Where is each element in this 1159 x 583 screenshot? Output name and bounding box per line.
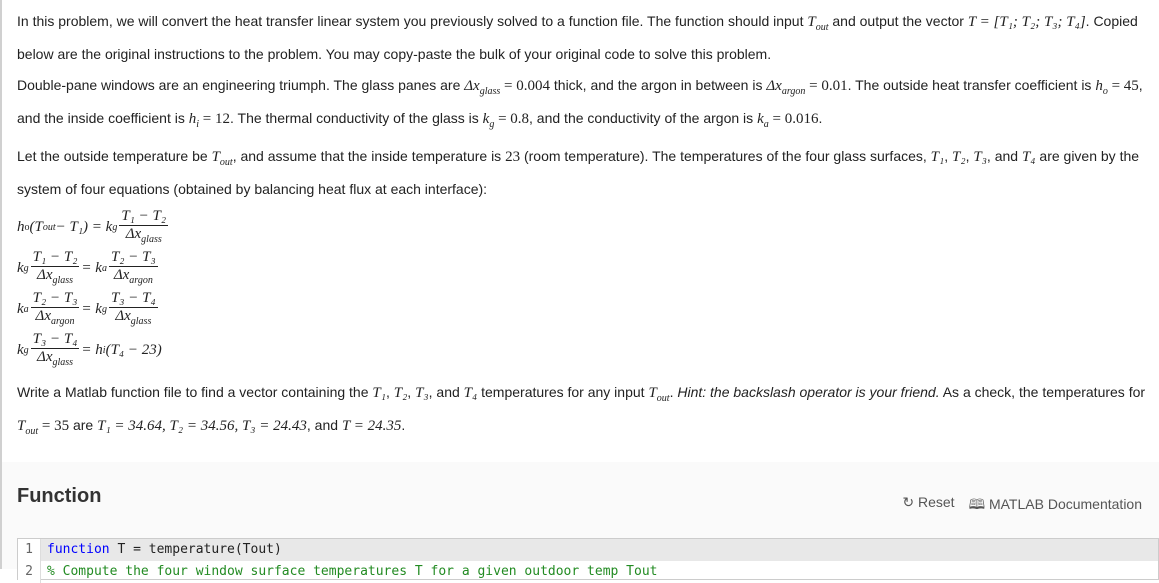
math-expression: = 0.8 (494, 111, 530, 127)
text: are (69, 417, 98, 433)
math-expression: = 35 (38, 418, 70, 434)
text: , and the inside coefficient is (17, 77, 1143, 126)
book-icon: 🕮 (968, 496, 989, 512)
math-expression: T = 24.35 (341, 418, 402, 434)
math-expression: = 0.01 (805, 78, 848, 94)
text: , and the conductivity of the argon is (529, 110, 758, 126)
text: temperatures for any input (477, 384, 649, 400)
text: (room temperature). The temperatures of the four glass surfaces, (520, 148, 931, 164)
text: . (818, 110, 823, 126)
text: , (944, 148, 953, 164)
math-expression: $T_{out}$ (211, 149, 233, 168)
text: and output the vector (828, 13, 968, 29)
math-expression: T₄ (1021, 149, 1036, 165)
text: , (965, 148, 974, 164)
code-comment: % Compute the four window surface temperatures T for a given outdoor temp Tout (47, 564, 658, 579)
text: , (407, 384, 416, 400)
matlab-documentation-link[interactable]: 🕮 MATLAB Documentation (968, 496, 1142, 512)
text: . The thermal conductivity of the glass is (230, 110, 483, 126)
line-number: 1 (18, 539, 41, 561)
math-expression: $T_{out}$ (807, 14, 829, 33)
equation-2: k g $\frac{\text{T₁ − T₂}}{\Delta x_{glass}}$ = k a $\frac{\text{T₂ − T₃}}{\Delta x_{argon}}$ (17, 248, 156, 286)
text: , and (306, 417, 342, 433)
math-expression: $k_g$ (482, 111, 495, 130)
math-expression: T₃ (973, 149, 987, 165)
text: Let the outside temperature be (17, 148, 212, 164)
code-text: T = temperature(Tout) (109, 542, 282, 557)
text: are given by the system of four equations (obtained by balancing heat flux at each interface): (17, 148, 1140, 197)
math-expression: = 45 (1107, 78, 1139, 94)
problem-statement (17, 8, 1152, 450)
math-expression: $T_{out}$ (648, 385, 670, 404)
reset-button[interactable]: ↻ Reset (902, 494, 955, 510)
math-expression: = 0.016 (768, 111, 819, 127)
math-expression: $k_a$ (757, 111, 769, 130)
math-expression: T₂ (952, 149, 966, 165)
text: , and assume that the inside temperature is (232, 148, 506, 164)
text: In this problem, we will convert the heat transfer linear system you previously solved to a function file. The function should input (17, 13, 808, 29)
math-expression: T₂ (393, 385, 408, 401)
equation-1: h o (T out − T₁) = k g $\frac{\text{T₁ − T₂}}{\Delta x_{glass}}$ (17, 207, 167, 245)
reset-icon: ↻ (902, 494, 918, 510)
text: Write a Matlab function file to find a vector containing the (17, 384, 373, 400)
math-expression: = 12 (199, 111, 230, 127)
math-expression: $\Delta x_{glass}$ (464, 78, 501, 97)
text: . (669, 384, 678, 400)
text: , and (986, 148, 1022, 164)
parameters-paragraph (17, 72, 1152, 138)
math-expression: $T_{out}$ (17, 418, 39, 437)
line-number: 2 (18, 561, 41, 583)
text: . (401, 417, 406, 433)
math-expression: T₁ (930, 149, 945, 165)
setup-paragraph (17, 143, 1152, 202)
keyword: function (47, 542, 110, 557)
math-expression: T₁ = 34.64, T₂ = 34.56, T₃ = 24.43 (97, 418, 307, 434)
task-paragraph (17, 379, 1152, 445)
equation-3: k a $\frac{\text{T₂ − T₃}}{\Delta x_{argon}}$ = k g $\frac{\text{T₃ − T₄}}{\Delta x_{glass}}$ (17, 289, 156, 327)
intro-paragraph (17, 8, 1152, 67)
text: , and (428, 384, 464, 400)
math-expression: T₃ (415, 385, 429, 401)
math-expression: T = [T₁; T₂; T₃; T₄] (967, 14, 1086, 30)
text: . Copied below are the original instructions to the problem. You may copy-paste the bulk of your original code to solve this problem. (17, 13, 1138, 62)
text: As a check, the temperatures for (939, 384, 1146, 400)
math-expression: $h_o$ (1095, 78, 1108, 97)
code-line[interactable] (18, 561, 1158, 583)
math-expression: $\Delta x_{argon}$ (766, 78, 806, 97)
text: thick, and the argon in between is (550, 77, 767, 93)
text: Double-pane windows are an engineering triumph. The glass panes are (17, 77, 465, 93)
section-toolbar (902, 494, 1142, 518)
math-expression: T₁ (372, 385, 386, 401)
code-editor[interactable] (17, 538, 1159, 580)
text: , (385, 384, 394, 400)
math-expression: T₄ (463, 385, 478, 401)
section-title: Function (17, 485, 102, 507)
math-expression: = 0.004 (500, 78, 550, 94)
code-line[interactable] (18, 539, 1158, 561)
hint-text: Hint: the backslash operator is your friend. (677, 384, 940, 400)
equation-4: k g $\frac{\text{T₃ − T₄}}{\Delta x_{glass}}$ = h i (T₄ − 23) (17, 330, 162, 368)
math-expression: $h_i$ (188, 111, 200, 130)
equation-system (17, 207, 1152, 371)
text: . The outside heat transfer coefficient is (847, 77, 1096, 93)
math-expression: 23 (505, 149, 521, 165)
